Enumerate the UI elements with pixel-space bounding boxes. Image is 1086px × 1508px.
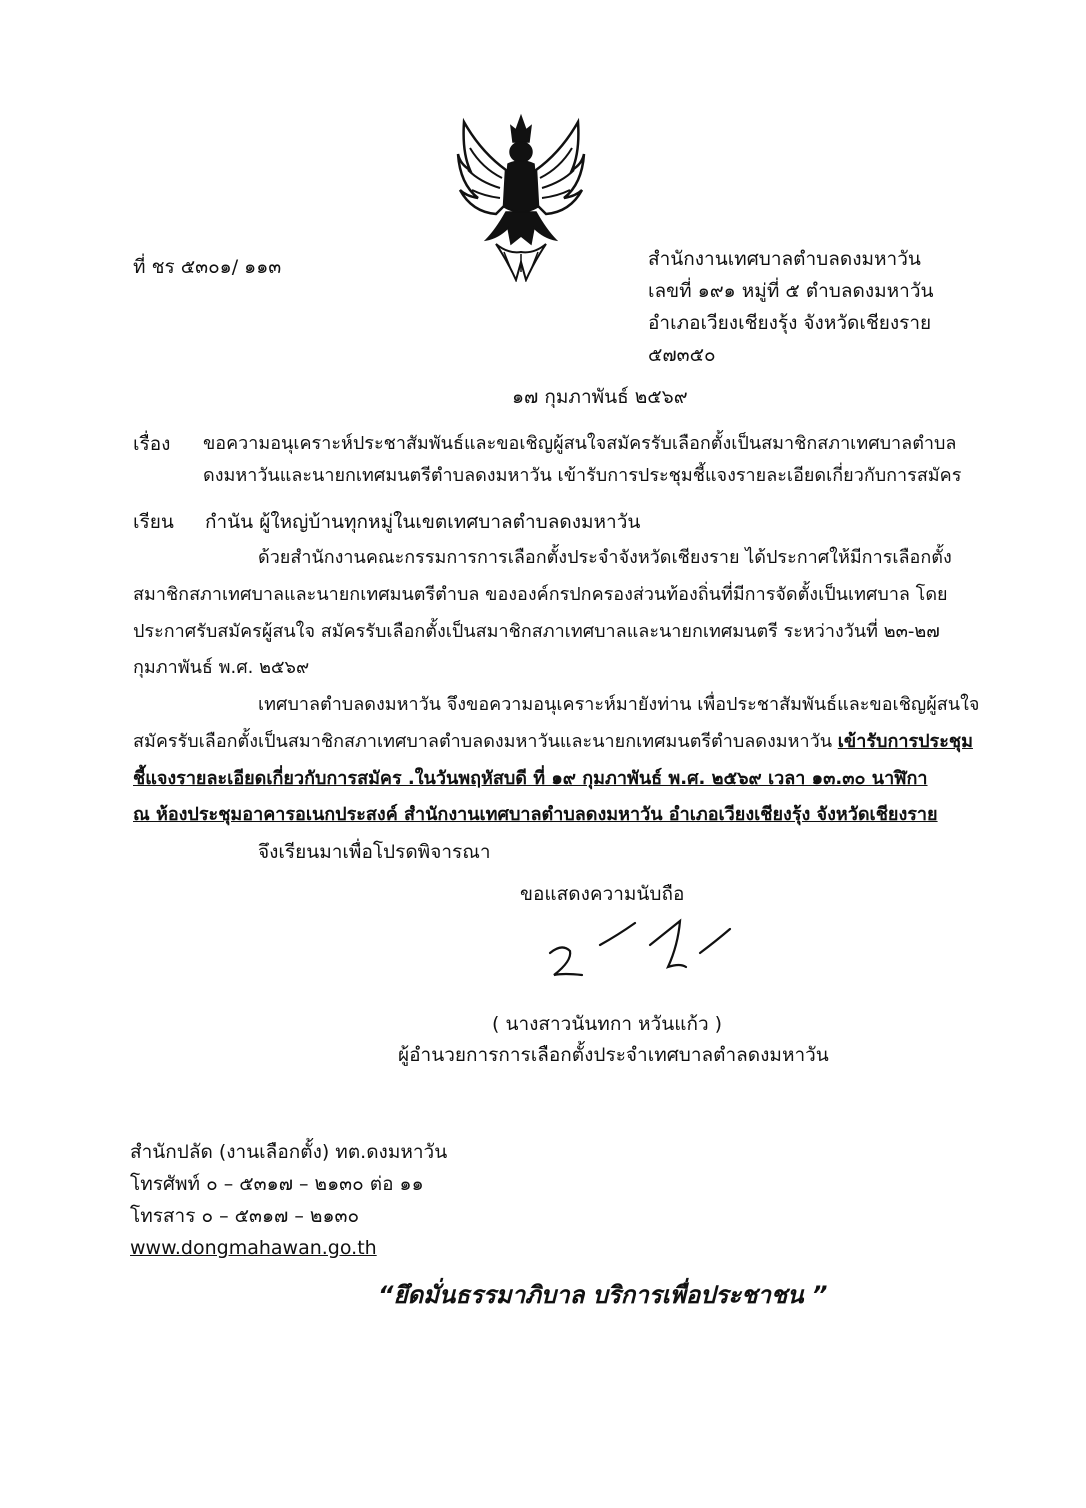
footer-fax: โทรสาร ๐ – ๕๓๑๗ – ๒๑๓๐ (130, 1205, 360, 1227)
handwritten-signature-icon (540, 915, 740, 990)
office-address-line: อำเภอเวียงเชียงรุ้ง จังหวัดเชียงราย (648, 312, 932, 334)
closing-phrase: ขอแสดงความนับถือ (520, 883, 685, 905)
office-address-line: เลขที่ ๑๙๑ หมู่ที่ ๕ ตำบลดงมหาวัน (648, 280, 934, 302)
footer-department: สำนักปลัด (งานเลือกตั้ง) ทต.ดงมหาวัน (130, 1141, 448, 1163)
subject-text: ดงมหาวันและนายกเทศมนตรีตำบลดงมหาวัน เข้ารับการประชุมชี้แจงรายละเอียดเกี่ยวกับการสมัคร (203, 465, 962, 486)
reference-number: ที่ ชร ๕๓๐๑/ ๑๑๓ (133, 256, 282, 278)
office-postal-code: ๕๗๓๕๐ (648, 344, 716, 366)
signer-title: ผู้อำนวยการการเลือกตั้งประจำเทศบาลตำลดงมหาวัน (398, 1044, 829, 1066)
slogan: “ยึดมั่นธรรมาภิบาล บริการเพื่อประชาชน ” (378, 1281, 828, 1309)
office-name: สำนักงานเทศบาลตำบลดงมหาวัน (648, 248, 921, 270)
meeting-highlight: ณ ห้องประชุมอาคารอเนกประสงค์ สำนักงานเทศบาลตำบลดงมหาวัน อำเภอเวียงเชียงรุ้ง จังหวัดเชียงราย (133, 804, 938, 825)
paragraph-line: ด้วยสำนักงานคณะกรรมการการเลือกตั้งประจำจังหวัดเชียงราย ได้ประกาศให้มีการเลือกตั้ง (258, 547, 952, 568)
signer-name: ( นางสาวนันทกา หวันแก้ว ) (492, 1013, 723, 1035)
footer-phone: โทรศัพท์ ๐ – ๕๓๑๗ – ๒๑๓๐ ต่อ ๑๑ (130, 1173, 424, 1195)
meeting-highlight: ชี้แจงรายละเอียดเกี่ยวกับการสมัคร .ในวันพฤหัสบดี ที่ ๑๙ กุมภาพันธ์ พ.ศ. ๒๕๖๙ เวลา ๑๓.๓๐ นาฬิกา (133, 768, 928, 789)
paragraph-text: สมัครรับเลือกตั้งเป็นสมาชิกสภาเทศบาลตำบลดงมหาวันและนายกเทศมนตรีตำบลดงมหาวัน (133, 731, 833, 752)
footer-website-link[interactable]: www.dongmahawan.go.th (130, 1237, 377, 1259)
paragraph-line: กุมภาพันธ์ พ.ศ. ๒๕๖๙ (133, 657, 310, 678)
closing-request: จึงเรียนมาเพื่อโปรดพิจารณา (258, 841, 491, 863)
salutation-label: เรียน (133, 511, 174, 533)
garuda-emblem-icon (456, 112, 586, 282)
letter-date: ๑๗ กุมภาพันธ์ ๒๕๖๙ (512, 386, 688, 408)
paragraph-line: สมาชิกสภาเทศบาลและนายกเทศมนตรีตำบล ขององค์กรปกครองส่วนท้องถิ่นที่มีการจัดตั้งเป็นเทศบาล โดย (133, 584, 948, 605)
paragraph-line: ประกาศรับสมัครผู้สนใจ สมัครรับเลือกตั้งเป็นสมาชิกสภาเทศบาลและนายกเทศมนตรี ระหว่างวันที่ ๒๓-๒๗ (133, 621, 940, 642)
paragraph-line: เทศบาลตำบลดงมหาวัน จึงขอความอนุเคราะห์มายังท่าน เพื่อประชาสัมพันธ์และขอเชิญผู้สนใจ (258, 694, 980, 715)
paragraph-line (133, 733, 973, 751)
meeting-highlight: เข้ารับการประชุม (837, 731, 973, 752)
subject-text: ขอความอนุเคราะห์ประชาสัมพันธ์และขอเชิญผู้สนใจสมัครรับเลือกตั้งเป็นสมาชิกสภาเทศบาลตำบล (203, 433, 957, 454)
salutation-recipient: กำนัน ผู้ใหญ่บ้านทุกหมู่ในเขตเทศบาลตำบลดงมหาวัน (205, 511, 641, 533)
subject-label: เรื่อง (133, 433, 171, 455)
